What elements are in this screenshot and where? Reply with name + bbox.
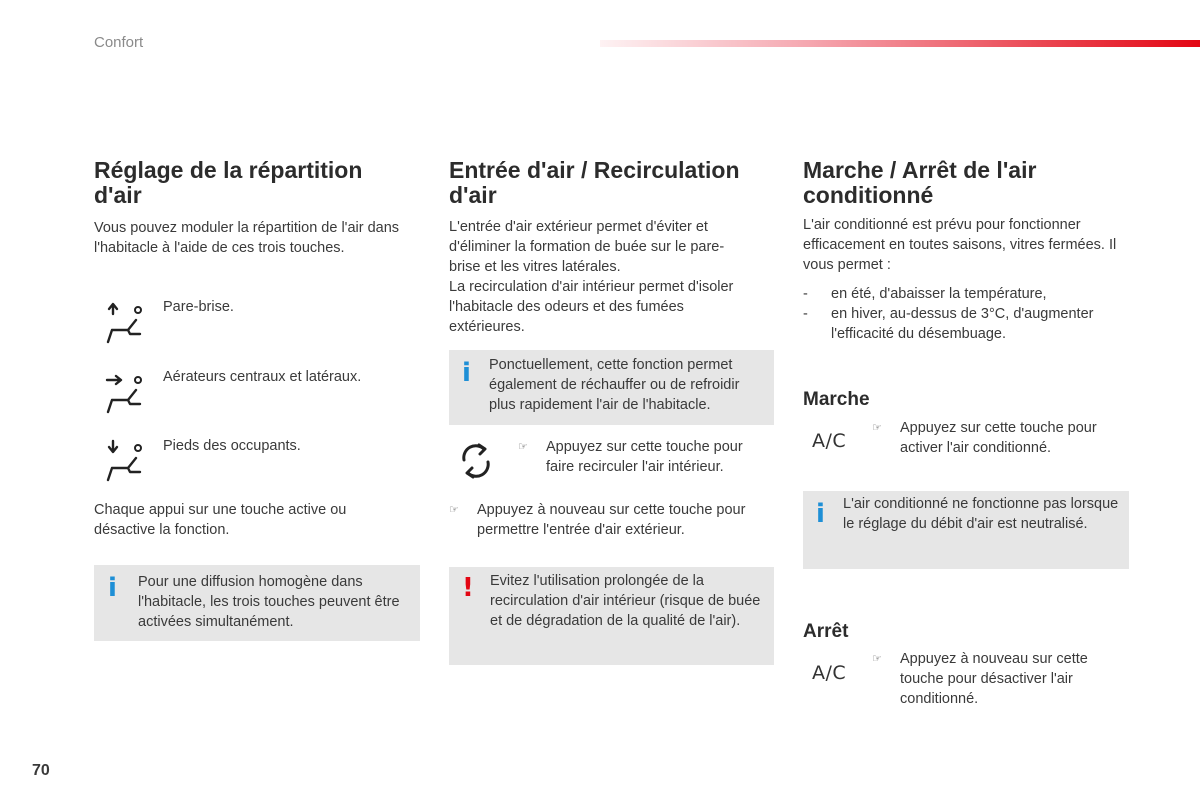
recirculation-icon bbox=[455, 440, 497, 482]
pointing-hand-icon: ☞ bbox=[872, 422, 882, 434]
recirculation-intro-p2: La recirculation d'air intérieur permet d'isoler l'habitacle des odeurs et des fumées extérieures. bbox=[449, 279, 734, 335]
info-text: Ponctuellement, cette fonction permet également de réchauffer ou de refroidir plus rapidement l'air de l'habitacle. bbox=[489, 357, 740, 413]
pointing-hand-icon: ☞ bbox=[872, 653, 882, 665]
ac-on-step bbox=[872, 418, 1122, 458]
feet-label: Pieds des occupants. bbox=[163, 438, 301, 454]
subheading-on: Marche bbox=[803, 389, 870, 410]
recirculation-step-1 bbox=[518, 437, 758, 477]
header-accent-bar bbox=[600, 40, 1200, 47]
step-text: Appuyez à nouveau sur cette touche pour désactiver l'air conditionné. bbox=[900, 651, 1088, 707]
list-item: - en hiver, au-dessus de 3°C, d'augmenter l'efficacité du désembuage. bbox=[803, 306, 1094, 342]
info-icon: i bbox=[816, 499, 825, 529]
section-title-air-distribution: Réglage de la répartition d'air bbox=[94, 157, 363, 208]
info-icon: i bbox=[462, 358, 471, 388]
list-item: - en été, d'abaisser la température, bbox=[803, 286, 1047, 302]
ac-benefits-list bbox=[803, 284, 1123, 344]
step-text: Appuyez sur cette touche pour activer l'air conditionné. bbox=[900, 420, 1097, 456]
info-box-recirculation bbox=[449, 350, 774, 425]
page-number: 70 bbox=[32, 762, 50, 779]
air-distribution-intro: Vous pouvez moduler la répartition de l'air dans l'habitacle à l'aide de ces trois touches. bbox=[94, 220, 400, 256]
recirculation-step-2 bbox=[449, 500, 769, 540]
section-title-recirculation: Entrée d'air / Recirculation d'air bbox=[449, 157, 740, 208]
warning-box-recirculation bbox=[449, 567, 774, 665]
step-text: Appuyez à nouveau sur cette touche pour permettre l'entrée d'air extérieur. bbox=[477, 502, 746, 538]
info-text: Pour une diffusion homogène dans l'habitacle, les trois touches peuvent être activées simultanément. bbox=[138, 574, 400, 630]
recirculation-intro-p1: L'entrée d'air extérieur permet d'éviter et d'éliminer la formation de buée sur le pare-brise et les vitres latérales. bbox=[449, 219, 725, 275]
subheading-off: Arrêt bbox=[803, 621, 849, 642]
step-text: Appuyez sur cette touche pour faire recirculer l'air intérieur. bbox=[546, 439, 743, 475]
feet-airflow-icon bbox=[100, 438, 150, 484]
info-text: L'air conditionné ne fonctionne pas lorsque le réglage du débit d'air est neutralisé. bbox=[843, 496, 1119, 532]
ac-intro: L'air conditionné est prévu pour fonctionner efficacement en toutes saisons, vitres fermées. Il vous permet : bbox=[803, 217, 1117, 273]
info-box-ac bbox=[803, 491, 1129, 569]
warning-icon: ! bbox=[462, 573, 474, 603]
pointing-hand-icon: ☞ bbox=[449, 504, 459, 516]
vents-label: Aérateurs centraux et latéraux. bbox=[163, 369, 362, 385]
ac-button-on: A/C bbox=[812, 430, 847, 452]
info-box-distribution bbox=[94, 565, 420, 641]
section-header: Confort bbox=[94, 34, 144, 51]
vents-airflow-icon bbox=[100, 370, 150, 416]
recirculation-intro bbox=[449, 217, 749, 337]
info-icon: i bbox=[108, 573, 117, 603]
toggle-note: Chaque appui sur une touche active ou désactive la fonction. bbox=[94, 502, 347, 538]
windscreen-label: Pare-brise. bbox=[163, 299, 234, 315]
ac-off-step bbox=[872, 649, 1122, 709]
pointing-hand-icon: ☞ bbox=[518, 441, 528, 453]
windscreen-airflow-icon bbox=[100, 300, 150, 346]
section-title-air-conditioning: Marche / Arrêt de l'air conditionné bbox=[803, 157, 1037, 208]
warning-text: Evitez l'utilisation prolongée de la recirculation d'air intérieur (risque de buée et de dégradation de la qualité de l'air). bbox=[490, 573, 761, 629]
ac-button-off: A/C bbox=[812, 662, 847, 684]
